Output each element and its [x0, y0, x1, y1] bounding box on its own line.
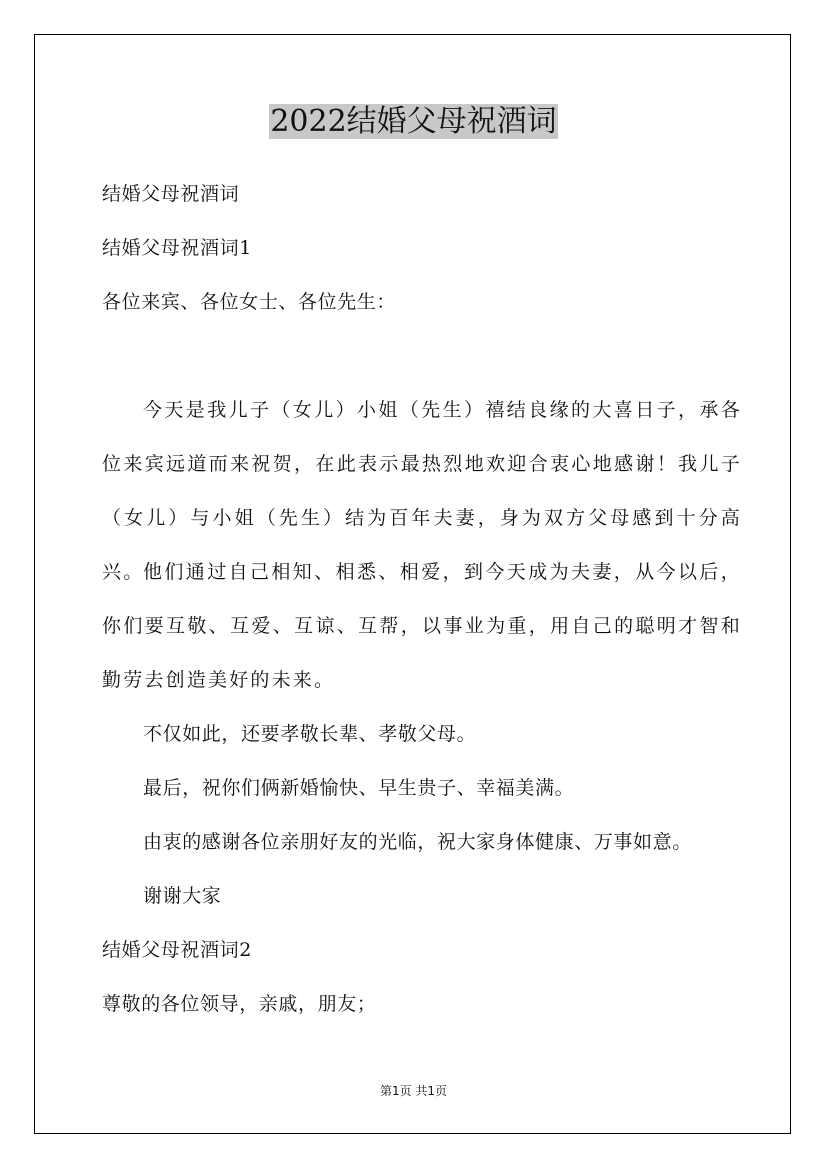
paragraph-greeting-2: 尊敬的各位领导，亲戚，朋友； [102, 993, 377, 1015]
document-title [0, 102, 827, 142]
paragraph-body-1: 今天是我儿子（女儿）小姐（先生）禧结良缘的大喜日子，承各位来宾远道而来祝贺，在此表示最热烈地欢迎合衷心地感谢！我儿子（女儿）与小姐（先生）结为百年夫妻，身为双方父母感到十分高兴。 [102, 399, 742, 583]
page-number: 第1页 共1页 [379, 1084, 448, 1098]
paragraph-body-3: 不仅如此，还要孝敬长辈、孝敬父母。 [143, 723, 477, 745]
paragraph-thanks: 谢谢大家 [143, 885, 222, 907]
paragraph-body-5: 由衷的感谢各位亲朋好友的光临，祝大家身体健康、万事如意。 [143, 831, 692, 853]
paragraph-subheading-2: 结婚父母祝酒词2 [102, 939, 252, 961]
paragraph-body-2: 他们通过自己相知、相悉、相爱，到今天成为夫妻，从今以后，你们要互敬、互爱、互谅、互帮，以事业为重，用自己的聪明才智和勤劳去创造美好的未来。 [102, 561, 742, 691]
paragraph-heading: 结婚父母祝酒词 [102, 183, 240, 205]
paragraph-greeting: 各位来宾、各位女士、各位先生： [102, 291, 397, 313]
document-title-text: 2022结婚父母祝酒词 [270, 104, 557, 139]
paragraph-subheading-1: 结婚父母祝酒词1 [102, 237, 252, 259]
paragraph-body-4: 最后，祝你们俩新婚愉快、早生贵子、幸福美满。 [143, 777, 575, 799]
